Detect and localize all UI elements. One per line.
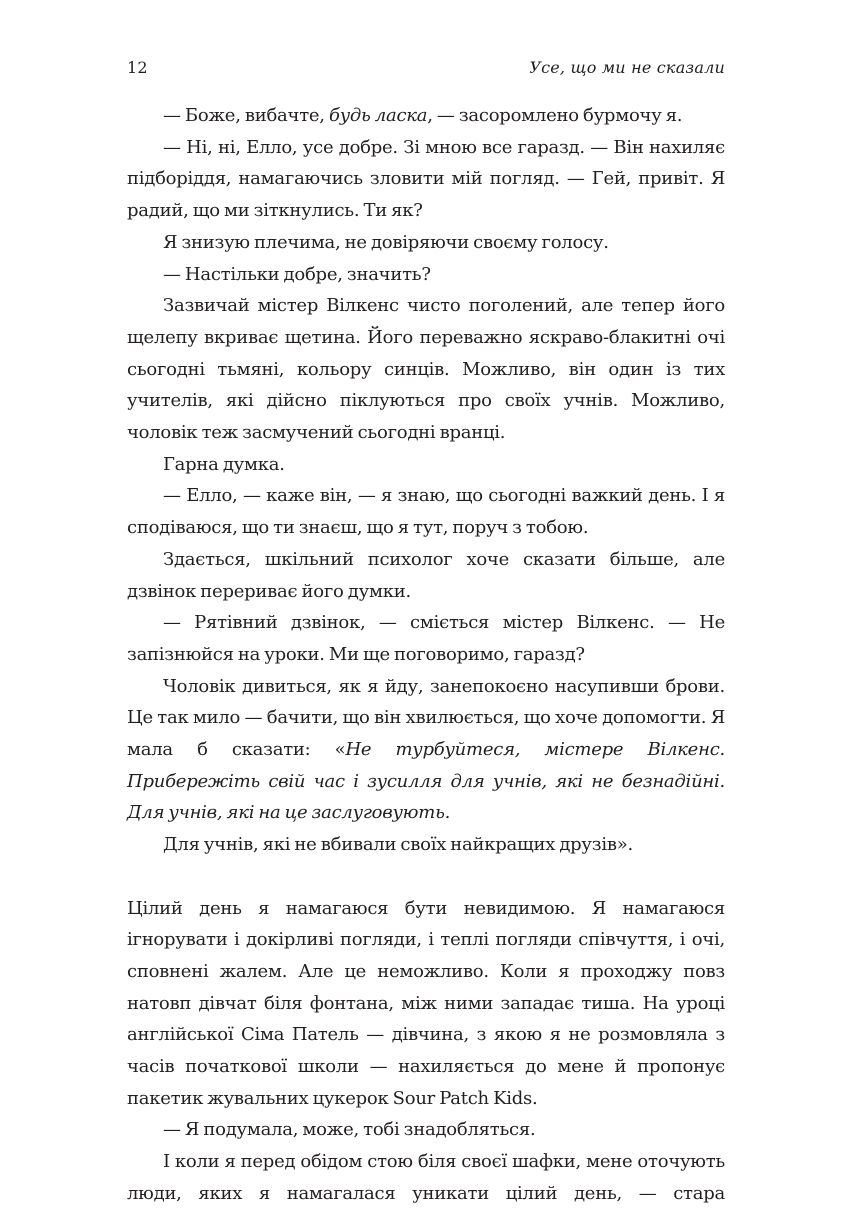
paragraph: Зазвичай містер Вілкенс чисто поголений, але тепер його щелепу вкриває щетина. Його переважно яскраво-блакитні очі сьогодні тьмяні, кольору синців. Можливо, він один із тих учителів, які дійсно піклуються про своїх учнів. Можливо, чоловік теж засмучений сьогодні вранці. [127, 295, 725, 444]
paragraph: І коли я перед обідом стою біля своєї шафки, мене оточують люди, яких я намагалася уникати цілий день, — стара [127, 1151, 725, 1204]
paragraph: — Я подумала, може, тобі знадобляться. [163, 1119, 536, 1141]
section-first-paragraph: Цілий день я намагаюся бути невидимою. Я намагаюся ігнорувати і докірливі погляди, і теплі погляди співчуття, і очі, сповнені жалем. Але це неможливо. Коли я проходжу повз натовп дівчат біля фонтана, між ними западає тиша. На уроці англійської Сіма Патель — дівчина, з якою я не розмовляла з часів початкової школи — нахиляється до мене й пропонує пакетик жувальних цукерок Sour Patch Kids. [127, 897, 725, 1109]
body-text [127, 100, 725, 1210]
paragraph: Здається, шкільний психолог хоче сказати більше, але дзвінок перериває його думки. [127, 548, 725, 602]
page-number: 12 [127, 58, 148, 77]
paragraph: Чоловік дивиться, як я йду, занепокоєно насупивши брови. Це так мило — бачити, що він хвилюється, що хоче допомогти. Я мала б сказати: «Не турбуйтеся, містере Вілкенс. Прибережіть свій час і зусилля для учнів, які не безнадійні. Для учнів, які на це заслуговують. [127, 675, 725, 824]
paragraph: — Боже, вибачте, будь ласка, — засоромлено бурмочу я. [163, 105, 683, 126]
paragraph: Я знизую плечима, не довіряючи своєму голосу. [163, 231, 609, 253]
paragraph: — Ні, ні, Елло, усе добре. Зі мною все гаразд. — Він нахиляє підборіддя, намагаючись зловити мій погляд. — Гей, привіт. Я радий, що ми зіткнулись. Ти як? [127, 136, 725, 222]
running-title: Усе, що ми не сказали [529, 58, 725, 77]
paragraph: — Рятівний дзвінок, — сміється містер Вілкенс. — Не запізнюйся на уроки. Ми ще поговоримо, гаразд? [127, 612, 725, 665]
paragraph: Для учнів, які не вбивали своїх найкращих друзів». [163, 834, 633, 856]
paragraph: — Настільки добре, значить? [163, 263, 431, 285]
paragraph: — Елло, — каже він, — я знаю, що сьогодні важкий день. І я сподіваюся, що ти знаєш, що я тут, поруч з тобою. [127, 485, 725, 539]
page-header [127, 58, 725, 77]
paragraph: Гарна думка. [163, 453, 285, 475]
